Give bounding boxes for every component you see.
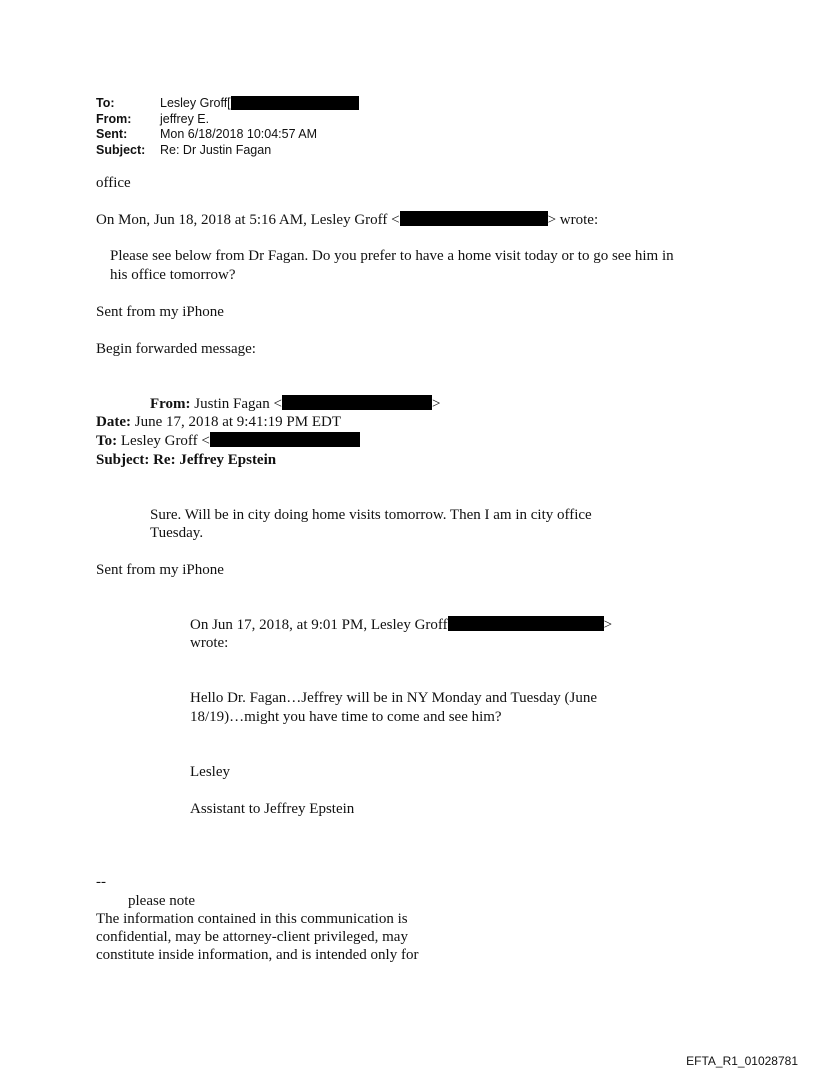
please-note: please note: [128, 893, 196, 909]
subject-value: Re: Dr Justin Fagan: [160, 142, 272, 157]
to-value: Lesley Groff[: [160, 96, 231, 110]
begin-forwarded: Begin forwarded message:: [96, 341, 256, 357]
redaction-box: [231, 96, 359, 110]
subject-label: Subject:: [96, 142, 146, 157]
fwd-date-label: Date:: [96, 414, 131, 430]
hello-line1: Hello Dr. Fagan…Jeffrey will be in NY Monday and Tuesday (June: [190, 690, 598, 706]
fwd-from-value: Justin Fagan <: [194, 396, 282, 412]
quote1-line2: his office tomorrow?: [110, 267, 236, 283]
fwd-from-row: [150, 395, 440, 414]
fagan-line2: Tuesday.: [150, 525, 204, 541]
sent-label: Sent:: [96, 127, 128, 141]
redaction-box: [210, 432, 360, 447]
quote1-intro-end: > wrote:: [547, 212, 599, 228]
fwd-subject-row: [96, 451, 276, 470]
email-header: [96, 96, 359, 158]
redaction-box: [282, 395, 432, 410]
from-value: jeffrey E.: [160, 111, 210, 126]
from-label: From:: [96, 111, 132, 126]
disclaimer-line3: constitute inside information, and is intended only for: [96, 947, 419, 963]
sent-from-iphone-1: Sent from my iPhone: [96, 304, 224, 320]
signature-title: Assistant to Jeffrey Epstein: [190, 801, 355, 817]
quote1-intro: [96, 211, 598, 230]
fwd-subject-value: Re: Jeffrey Epstein: [153, 452, 277, 468]
sent-from-iphone-2: Sent from my iPhone: [96, 562, 224, 578]
disclaimer-line2: confidential, may be attorney-client privileged, may: [96, 929, 408, 945]
sent-row: [96, 127, 359, 143]
quote1-line1: Please see below from Dr Fagan. Do you prefer to have a home visit today or to go see him in: [110, 248, 674, 264]
fwd-subject-label: Subject:: [96, 452, 150, 468]
redaction-box: [448, 616, 604, 631]
disclaimer-line1: The information contained in this communication is: [96, 911, 408, 927]
fwd-date-row: [96, 413, 341, 432]
signature-dash: --: [96, 874, 106, 890]
reply-text: office: [96, 175, 131, 191]
document-id: EFTA_R1_01028781: [686, 1054, 798, 1068]
from-row: [96, 112, 359, 128]
hello-line2: 18/19)…might you have time to come and see him?: [190, 709, 502, 725]
subject-row: [96, 143, 359, 159]
fwd-to-value: Lesley Groff <: [120, 433, 210, 449]
fwd-date-value: June 17, 2018 at 9:41:19 PM EDT: [134, 414, 341, 430]
quote2-end: >: [603, 617, 613, 633]
sent-value: Mon 6/18/2018 10:04:57 AM: [160, 127, 318, 141]
quote1-intro-text: On Mon, Jun 18, 2018 at 5:16 AM, Lesley Groff <: [96, 212, 400, 228]
fwd-from-label: From:: [150, 396, 191, 412]
quote2-intro-text: On Jun 17, 2018, at 9:01 PM, Lesley Groff: [190, 617, 448, 633]
to-row: [96, 96, 359, 112]
fagan-line1: Sure. Will be in city doing home visits tomorrow. Then I am in city office: [150, 507, 592, 523]
to-label: To:: [96, 96, 115, 110]
signature-name: Lesley: [190, 764, 230, 780]
fwd-from-end: >: [431, 396, 441, 412]
quote2-intro: [190, 616, 612, 635]
fwd-to-label: To:: [96, 433, 118, 449]
fwd-to-row: [96, 432, 360, 451]
redaction-box: [400, 211, 548, 226]
quote2-wrote: wrote:: [190, 635, 229, 651]
